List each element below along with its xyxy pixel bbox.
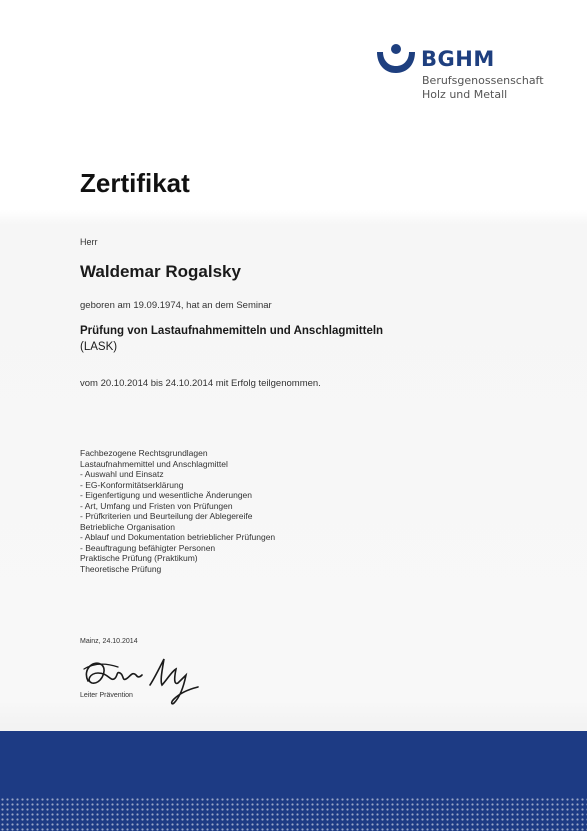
topic-item: Fachbezogene Rechtsgrundlagen (80, 448, 208, 458)
footer-band (0, 731, 587, 831)
footer-dot-pattern (0, 797, 587, 831)
topic-item: - Beauftragung befähigter Personen (80, 542, 216, 553)
bghm-logo (375, 43, 565, 103)
organization-line-2: Holz und Metall (422, 88, 508, 101)
organization-name: BGHM (421, 47, 495, 71)
topic-item: - Prüfkriterien und Beurteilung der Ablegereife (80, 511, 253, 521)
topic-item: Betriebliche Organisation (80, 521, 175, 532)
topic-item: Theoretische Prüfung (80, 563, 162, 574)
topic-item: - Ablauf und Dokumentation betrieblicher Prüfungen (80, 532, 276, 542)
signer-role: Leiter Prävention (80, 692, 133, 699)
topic-item: - Eigenfertigung und wesentliche Änderungen (80, 490, 253, 500)
place-date: Mainz, 24.10.2014 (80, 638, 138, 645)
seminar-abbreviation: (LASK) (80, 341, 118, 353)
certificate-title: Zertifikat (80, 168, 190, 198)
topic-item: Praktische Prüfung (Praktikum) (80, 553, 198, 563)
topic-item: - Auswahl und Einsatz (80, 469, 164, 479)
topic-item: - Art, Umfang und Fristen von Prüfungen (80, 500, 233, 511)
salutation: Herr (80, 237, 98, 247)
seminar-title: Prüfung von Lastaufnahmemitteln und Anschlagmitteln (80, 325, 384, 337)
organization-line-1: Berufsgenossenschaft (422, 74, 544, 87)
topic-list (80, 448, 275, 574)
topic-item: Lastaufnahmemittel und Anschlagmittel (80, 458, 228, 469)
birth-line: geboren am 19.09.1974, hat an dem Seminar (80, 300, 272, 311)
bghm-emblem-icon (375, 43, 417, 75)
completion-line: vom 20.10.2014 bis 24.10.2014 mit Erfolg teilgenommen. (80, 378, 321, 389)
recipient-name: Waldemar Rogalsky (80, 262, 241, 281)
topic-item: - EG-Konformitätserklärung (80, 479, 184, 490)
